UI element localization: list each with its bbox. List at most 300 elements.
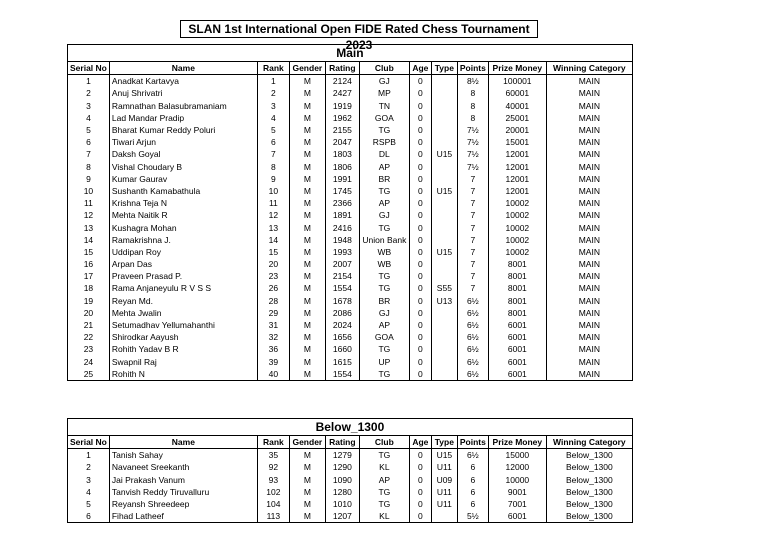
table-row — [68, 498, 633, 510]
table-cell — [431, 75, 457, 88]
table-cell: 26 — [257, 282, 289, 294]
column-header: Gender — [289, 62, 325, 75]
table-cell: 6½ — [457, 368, 488, 381]
table-cell: Reyansh Shreedeep — [109, 498, 257, 510]
table-cell: MAIN — [546, 295, 632, 307]
table-cell: Setumadhav Yellumahanthi — [109, 319, 257, 331]
table-cell: 11 — [257, 197, 289, 209]
table-cell: 0 — [409, 136, 431, 148]
table-cell: MAIN — [546, 368, 632, 381]
table-cell: 1948 — [325, 234, 359, 246]
table-cell: Rohith Yadav B R — [109, 343, 257, 355]
table-cell: 12 — [68, 209, 110, 221]
table-cell: 20 — [68, 307, 110, 319]
table-row — [68, 307, 633, 319]
table-cell: 1615 — [325, 356, 359, 368]
table-cell: KL — [359, 510, 409, 523]
table-cell: Anadkat Kartavya — [109, 75, 257, 88]
table-cell: 6 — [257, 136, 289, 148]
table-cell: MAIN — [546, 148, 632, 160]
table-cell: 2024 — [325, 319, 359, 331]
table-cell: MAIN — [546, 161, 632, 173]
table-cell: 9001 — [488, 486, 546, 498]
table-cell — [431, 319, 457, 331]
table-cell: WB — [359, 258, 409, 270]
table-cell: 2 — [68, 461, 110, 473]
table-row — [68, 112, 633, 124]
table-cell: 2124 — [325, 75, 359, 88]
table-row — [68, 209, 633, 221]
table-cell: 29 — [257, 307, 289, 319]
table-cell: 60001 — [488, 87, 546, 99]
table-cell: MAIN — [546, 356, 632, 368]
table-cell: M — [289, 295, 325, 307]
table-row — [68, 331, 633, 343]
table-cell: 0 — [409, 124, 431, 136]
table-cell: MAIN — [546, 282, 632, 294]
table-cell: M — [289, 368, 325, 381]
table-cell: M — [289, 185, 325, 197]
table-cell: 12001 — [488, 161, 546, 173]
table-cell: M — [289, 209, 325, 221]
table-cell: 17 — [68, 270, 110, 282]
table-cell: Below_1300 — [546, 474, 632, 486]
table-cell: 6½ — [457, 307, 488, 319]
table-cell: 8 — [457, 87, 488, 99]
table-cell: 0 — [409, 221, 431, 233]
table-cell: 1010 — [325, 498, 359, 510]
table-cell: M — [289, 136, 325, 148]
table-cell: 14 — [257, 234, 289, 246]
table-cell: 8001 — [488, 270, 546, 282]
table-cell: 6 — [457, 461, 488, 473]
table-cell: DL — [359, 148, 409, 160]
table-cell: 0 — [409, 258, 431, 270]
table-row — [68, 161, 633, 173]
table-cell: MAIN — [546, 221, 632, 233]
table-cell: GJ — [359, 75, 409, 88]
table-cell: 10002 — [488, 197, 546, 209]
table-cell: U11 — [431, 486, 457, 498]
table-cell: 0 — [409, 461, 431, 473]
table-cell: M — [289, 173, 325, 185]
table-cell: AP — [359, 161, 409, 173]
table-cell: 8½ — [457, 75, 488, 88]
table-cell: 92 — [257, 461, 289, 473]
table-cell: 8 — [68, 161, 110, 173]
table-cell: M — [289, 124, 325, 136]
table-cell — [431, 87, 457, 99]
table-cell: 6½ — [457, 343, 488, 355]
section-title: Main — [68, 45, 633, 62]
table-cell: Below_1300 — [546, 461, 632, 473]
main-table — [67, 44, 633, 381]
table-cell — [431, 307, 457, 319]
table-cell — [431, 258, 457, 270]
table-cell: 1207 — [325, 510, 359, 523]
column-header: Rank — [257, 62, 289, 75]
table-cell: Mehta Naitik R — [109, 209, 257, 221]
table-cell: 2154 — [325, 270, 359, 282]
table-cell: M — [289, 270, 325, 282]
table-cell — [431, 356, 457, 368]
table-cell: MAIN — [546, 87, 632, 99]
column-header: Age — [409, 62, 431, 75]
below-1300-table — [67, 418, 633, 523]
table-cell: 6 — [457, 498, 488, 510]
table-cell: AP — [359, 319, 409, 331]
table-cell: M — [289, 246, 325, 258]
table-cell: 40 — [257, 368, 289, 381]
table-cell: 6½ — [457, 331, 488, 343]
table-cell: 0 — [409, 331, 431, 343]
table-cell: 23 — [257, 270, 289, 282]
column-header: Prize Money — [488, 436, 546, 449]
table-cell — [431, 124, 457, 136]
table-cell: 2086 — [325, 307, 359, 319]
table-cell: 100001 — [488, 75, 546, 88]
table-cell: 18 — [68, 282, 110, 294]
table-cell: Fihad Latheef — [109, 510, 257, 523]
table-cell: 6001 — [488, 331, 546, 343]
table-cell: 25001 — [488, 112, 546, 124]
table-cell: 9 — [68, 173, 110, 185]
table-cell: TG — [359, 498, 409, 510]
table-cell: 6 — [457, 474, 488, 486]
table-cell: MP — [359, 87, 409, 99]
table-cell — [431, 510, 457, 523]
table-cell: 19 — [68, 295, 110, 307]
table-cell: KL — [359, 461, 409, 473]
table-cell: TN — [359, 100, 409, 112]
table-cell: 1919 — [325, 100, 359, 112]
tournament-title: SLAN 1st International Open FIDE Rated Chess Tournament 2023 — [180, 20, 538, 38]
table-cell: M — [289, 510, 325, 523]
table-cell: 4 — [257, 112, 289, 124]
table-cell — [431, 100, 457, 112]
table-cell: MAIN — [546, 100, 632, 112]
table-cell: 1678 — [325, 295, 359, 307]
table-cell: 8001 — [488, 307, 546, 319]
table-cell: MAIN — [546, 234, 632, 246]
table-cell: 6½ — [457, 449, 488, 462]
table-cell: 6½ — [457, 295, 488, 307]
table-cell: 8 — [257, 161, 289, 173]
table-cell: 10002 — [488, 246, 546, 258]
table-cell: 2047 — [325, 136, 359, 148]
table-cell: 7 — [457, 234, 488, 246]
table-cell: U09 — [431, 474, 457, 486]
column-header: Club — [359, 436, 409, 449]
table-cell: TG — [359, 486, 409, 498]
table-cell: 10002 — [488, 234, 546, 246]
table-cell: 10 — [68, 185, 110, 197]
table-cell: TG — [359, 282, 409, 294]
table-cell: MAIN — [546, 319, 632, 331]
table-cell: 4 — [68, 112, 110, 124]
table-cell: Navaneet Sreekanth — [109, 461, 257, 473]
table-cell: MAIN — [546, 209, 632, 221]
table-cell: 23 — [68, 343, 110, 355]
table-cell: GOA — [359, 112, 409, 124]
table-cell: 1806 — [325, 161, 359, 173]
table-cell: 0 — [409, 295, 431, 307]
table-cell — [431, 161, 457, 173]
table-cell — [431, 209, 457, 221]
table-row — [68, 221, 633, 233]
table-cell: 7 — [68, 148, 110, 160]
column-header: Winning Category — [546, 436, 632, 449]
column-header: Prize Money — [488, 62, 546, 75]
table-cell: 0 — [409, 307, 431, 319]
table-cell: Kumar Gaurav — [109, 173, 257, 185]
table-cell: 1 — [68, 75, 110, 88]
table-cell: Mehta Jwalin — [109, 307, 257, 319]
column-header: Gender — [289, 436, 325, 449]
table-cell: MAIN — [546, 307, 632, 319]
table-cell: U13 — [431, 295, 457, 307]
table-cell: 5 — [68, 498, 110, 510]
table-cell: Ramnathan Balasubramaniam — [109, 100, 257, 112]
table-cell: 7½ — [457, 161, 488, 173]
table-cell: M — [289, 307, 325, 319]
table-cell: Below_1300 — [546, 449, 632, 462]
table-cell: 7 — [257, 148, 289, 160]
table-cell: 6 — [68, 510, 110, 523]
table-cell: 0 — [409, 368, 431, 381]
table-cell: 7 — [457, 246, 488, 258]
table-cell — [431, 136, 457, 148]
table-row — [68, 258, 633, 270]
table-cell: 8001 — [488, 282, 546, 294]
table-cell: 0 — [409, 112, 431, 124]
table-cell: 2416 — [325, 221, 359, 233]
table-cell: MAIN — [546, 270, 632, 282]
table-cell: RSPB — [359, 136, 409, 148]
table-cell: Tanish Sahay — [109, 449, 257, 462]
table-cell: Praveen Prasad P. — [109, 270, 257, 282]
table-cell: 1280 — [325, 486, 359, 498]
column-header: Rating — [325, 62, 359, 75]
table-cell: 8 — [457, 100, 488, 112]
table-row — [68, 197, 633, 209]
table-cell: 12001 — [488, 185, 546, 197]
table-cell: UP — [359, 356, 409, 368]
column-header: Age — [409, 436, 431, 449]
table-cell: 1991 — [325, 173, 359, 185]
table-cell: 0 — [409, 197, 431, 209]
table-cell: MAIN — [546, 112, 632, 124]
table-row — [68, 270, 633, 282]
column-header: Type — [431, 62, 457, 75]
table-cell: 113 — [257, 510, 289, 523]
table-cell: 3 — [257, 100, 289, 112]
header-row — [68, 62, 633, 75]
table-cell: U11 — [431, 498, 457, 510]
table-cell: 1745 — [325, 185, 359, 197]
table-cell: 1962 — [325, 112, 359, 124]
table-cell: U15 — [431, 449, 457, 462]
table-cell: 6 — [68, 136, 110, 148]
table-cell: 7 — [457, 282, 488, 294]
table-cell: Swapnil Raj — [109, 356, 257, 368]
table-cell: 3 — [68, 100, 110, 112]
table-cell: Ramakrishna J. — [109, 234, 257, 246]
table-cell — [431, 270, 457, 282]
table-cell: U15 — [431, 185, 457, 197]
table-cell: 7 — [457, 197, 488, 209]
table-cell — [431, 197, 457, 209]
table-cell: 22 — [68, 331, 110, 343]
table-cell: 12001 — [488, 173, 546, 185]
table-cell: 16 — [68, 258, 110, 270]
table-cell: Below_1300 — [546, 510, 632, 523]
column-header: Points — [457, 436, 488, 449]
table-cell: 13 — [257, 221, 289, 233]
table-cell: 0 — [409, 161, 431, 173]
table-cell: 39 — [257, 356, 289, 368]
table-cell: 6001 — [488, 368, 546, 381]
table-cell: 24 — [68, 356, 110, 368]
table-cell: 6½ — [457, 356, 488, 368]
table-cell: U15 — [431, 246, 457, 258]
table-cell: M — [289, 161, 325, 173]
table-cell: M — [289, 100, 325, 112]
table-cell: MAIN — [546, 331, 632, 343]
column-header: Name — [109, 436, 257, 449]
table-cell: 0 — [409, 510, 431, 523]
table-cell: 15 — [68, 246, 110, 258]
table-cell: 6001 — [488, 510, 546, 523]
table-cell: 21 — [68, 319, 110, 331]
table-cell: U11 — [431, 461, 457, 473]
table-cell: 2 — [257, 87, 289, 99]
table-cell: 1090 — [325, 474, 359, 486]
table-cell: 35 — [257, 449, 289, 462]
table-cell: 5 — [68, 124, 110, 136]
table-cell: 10002 — [488, 221, 546, 233]
table-cell: 0 — [409, 270, 431, 282]
table-cell: 0 — [409, 100, 431, 112]
section-title: Below_1300 — [68, 419, 633, 436]
table-cell: TG — [359, 368, 409, 381]
table-cell: 7 — [457, 270, 488, 282]
table-cell: 20001 — [488, 124, 546, 136]
table-cell: 93 — [257, 474, 289, 486]
table-cell: 7 — [457, 221, 488, 233]
table-cell: 6001 — [488, 343, 546, 355]
table-cell: MAIN — [546, 197, 632, 209]
table-cell: 7 — [457, 209, 488, 221]
table-cell — [431, 112, 457, 124]
table-cell: 0 — [409, 234, 431, 246]
table-cell: 1803 — [325, 148, 359, 160]
column-header: Rank — [257, 436, 289, 449]
table-cell: M — [289, 258, 325, 270]
table-cell — [431, 221, 457, 233]
table-cell: 13 — [68, 221, 110, 233]
table-cell: M — [289, 87, 325, 99]
table-cell: 0 — [409, 209, 431, 221]
table-cell: AP — [359, 197, 409, 209]
table-cell: 11 — [68, 197, 110, 209]
table-cell: TG — [359, 343, 409, 355]
table-cell: 20 — [257, 258, 289, 270]
table-cell: 5½ — [457, 510, 488, 523]
table-cell: GOA — [359, 331, 409, 343]
table-cell: Shirodkar Aayush — [109, 331, 257, 343]
table-cell: 1554 — [325, 368, 359, 381]
table-cell: 6001 — [488, 356, 546, 368]
table-row — [68, 449, 633, 462]
table-cell: 7 — [457, 173, 488, 185]
table-row — [68, 246, 633, 258]
table-cell: MAIN — [546, 173, 632, 185]
table-cell: MAIN — [546, 136, 632, 148]
table-cell: M — [289, 461, 325, 473]
table-cell: 10000 — [488, 474, 546, 486]
table-cell: M — [289, 343, 325, 355]
table-cell: 0 — [409, 498, 431, 510]
table-cell: MAIN — [546, 343, 632, 355]
table-cell: M — [289, 282, 325, 294]
table-cell: 1656 — [325, 331, 359, 343]
table-cell: M — [289, 474, 325, 486]
table-cell: Arpan Das — [109, 258, 257, 270]
table-cell: M — [289, 221, 325, 233]
table-cell: Kushagra Mohan — [109, 221, 257, 233]
table-cell: TG — [359, 124, 409, 136]
table-cell: Vishal Choudary B — [109, 161, 257, 173]
table-row — [68, 368, 633, 381]
table-cell: GJ — [359, 209, 409, 221]
table-cell: M — [289, 197, 325, 209]
table-cell: M — [289, 75, 325, 88]
table-cell: WB — [359, 246, 409, 258]
table-cell: 7 — [457, 258, 488, 270]
table-cell: Anuj Shrivatri — [109, 87, 257, 99]
table-cell: 1279 — [325, 449, 359, 462]
table-cell: Sushanth Kamabathula — [109, 185, 257, 197]
table-cell: TG — [359, 221, 409, 233]
table-cell: AP — [359, 474, 409, 486]
table-cell: 0 — [409, 319, 431, 331]
table-cell: 1660 — [325, 343, 359, 355]
table-cell: Union Bank — [359, 234, 409, 246]
table-cell: 2 — [68, 87, 110, 99]
table-cell: M — [289, 356, 325, 368]
table-cell: 0 — [409, 148, 431, 160]
table-cell: Tiwari Arjun — [109, 136, 257, 148]
table-cell: MAIN — [546, 185, 632, 197]
table-cell: 31 — [257, 319, 289, 331]
table-cell: 14 — [68, 234, 110, 246]
table-cell: 8001 — [488, 258, 546, 270]
table-cell: Reyan Md. — [109, 295, 257, 307]
table-cell: S55 — [431, 282, 457, 294]
table-cell: 3 — [68, 474, 110, 486]
table-cell: 28 — [257, 295, 289, 307]
table-cell: 12 — [257, 209, 289, 221]
table-cell: TG — [359, 449, 409, 462]
table-cell: 15 — [257, 246, 289, 258]
table-cell: 40001 — [488, 100, 546, 112]
table-cell: M — [289, 331, 325, 343]
table-cell: 1554 — [325, 282, 359, 294]
table-cell: 0 — [409, 87, 431, 99]
table-cell: TG — [359, 185, 409, 197]
table-cell: 12001 — [488, 148, 546, 160]
